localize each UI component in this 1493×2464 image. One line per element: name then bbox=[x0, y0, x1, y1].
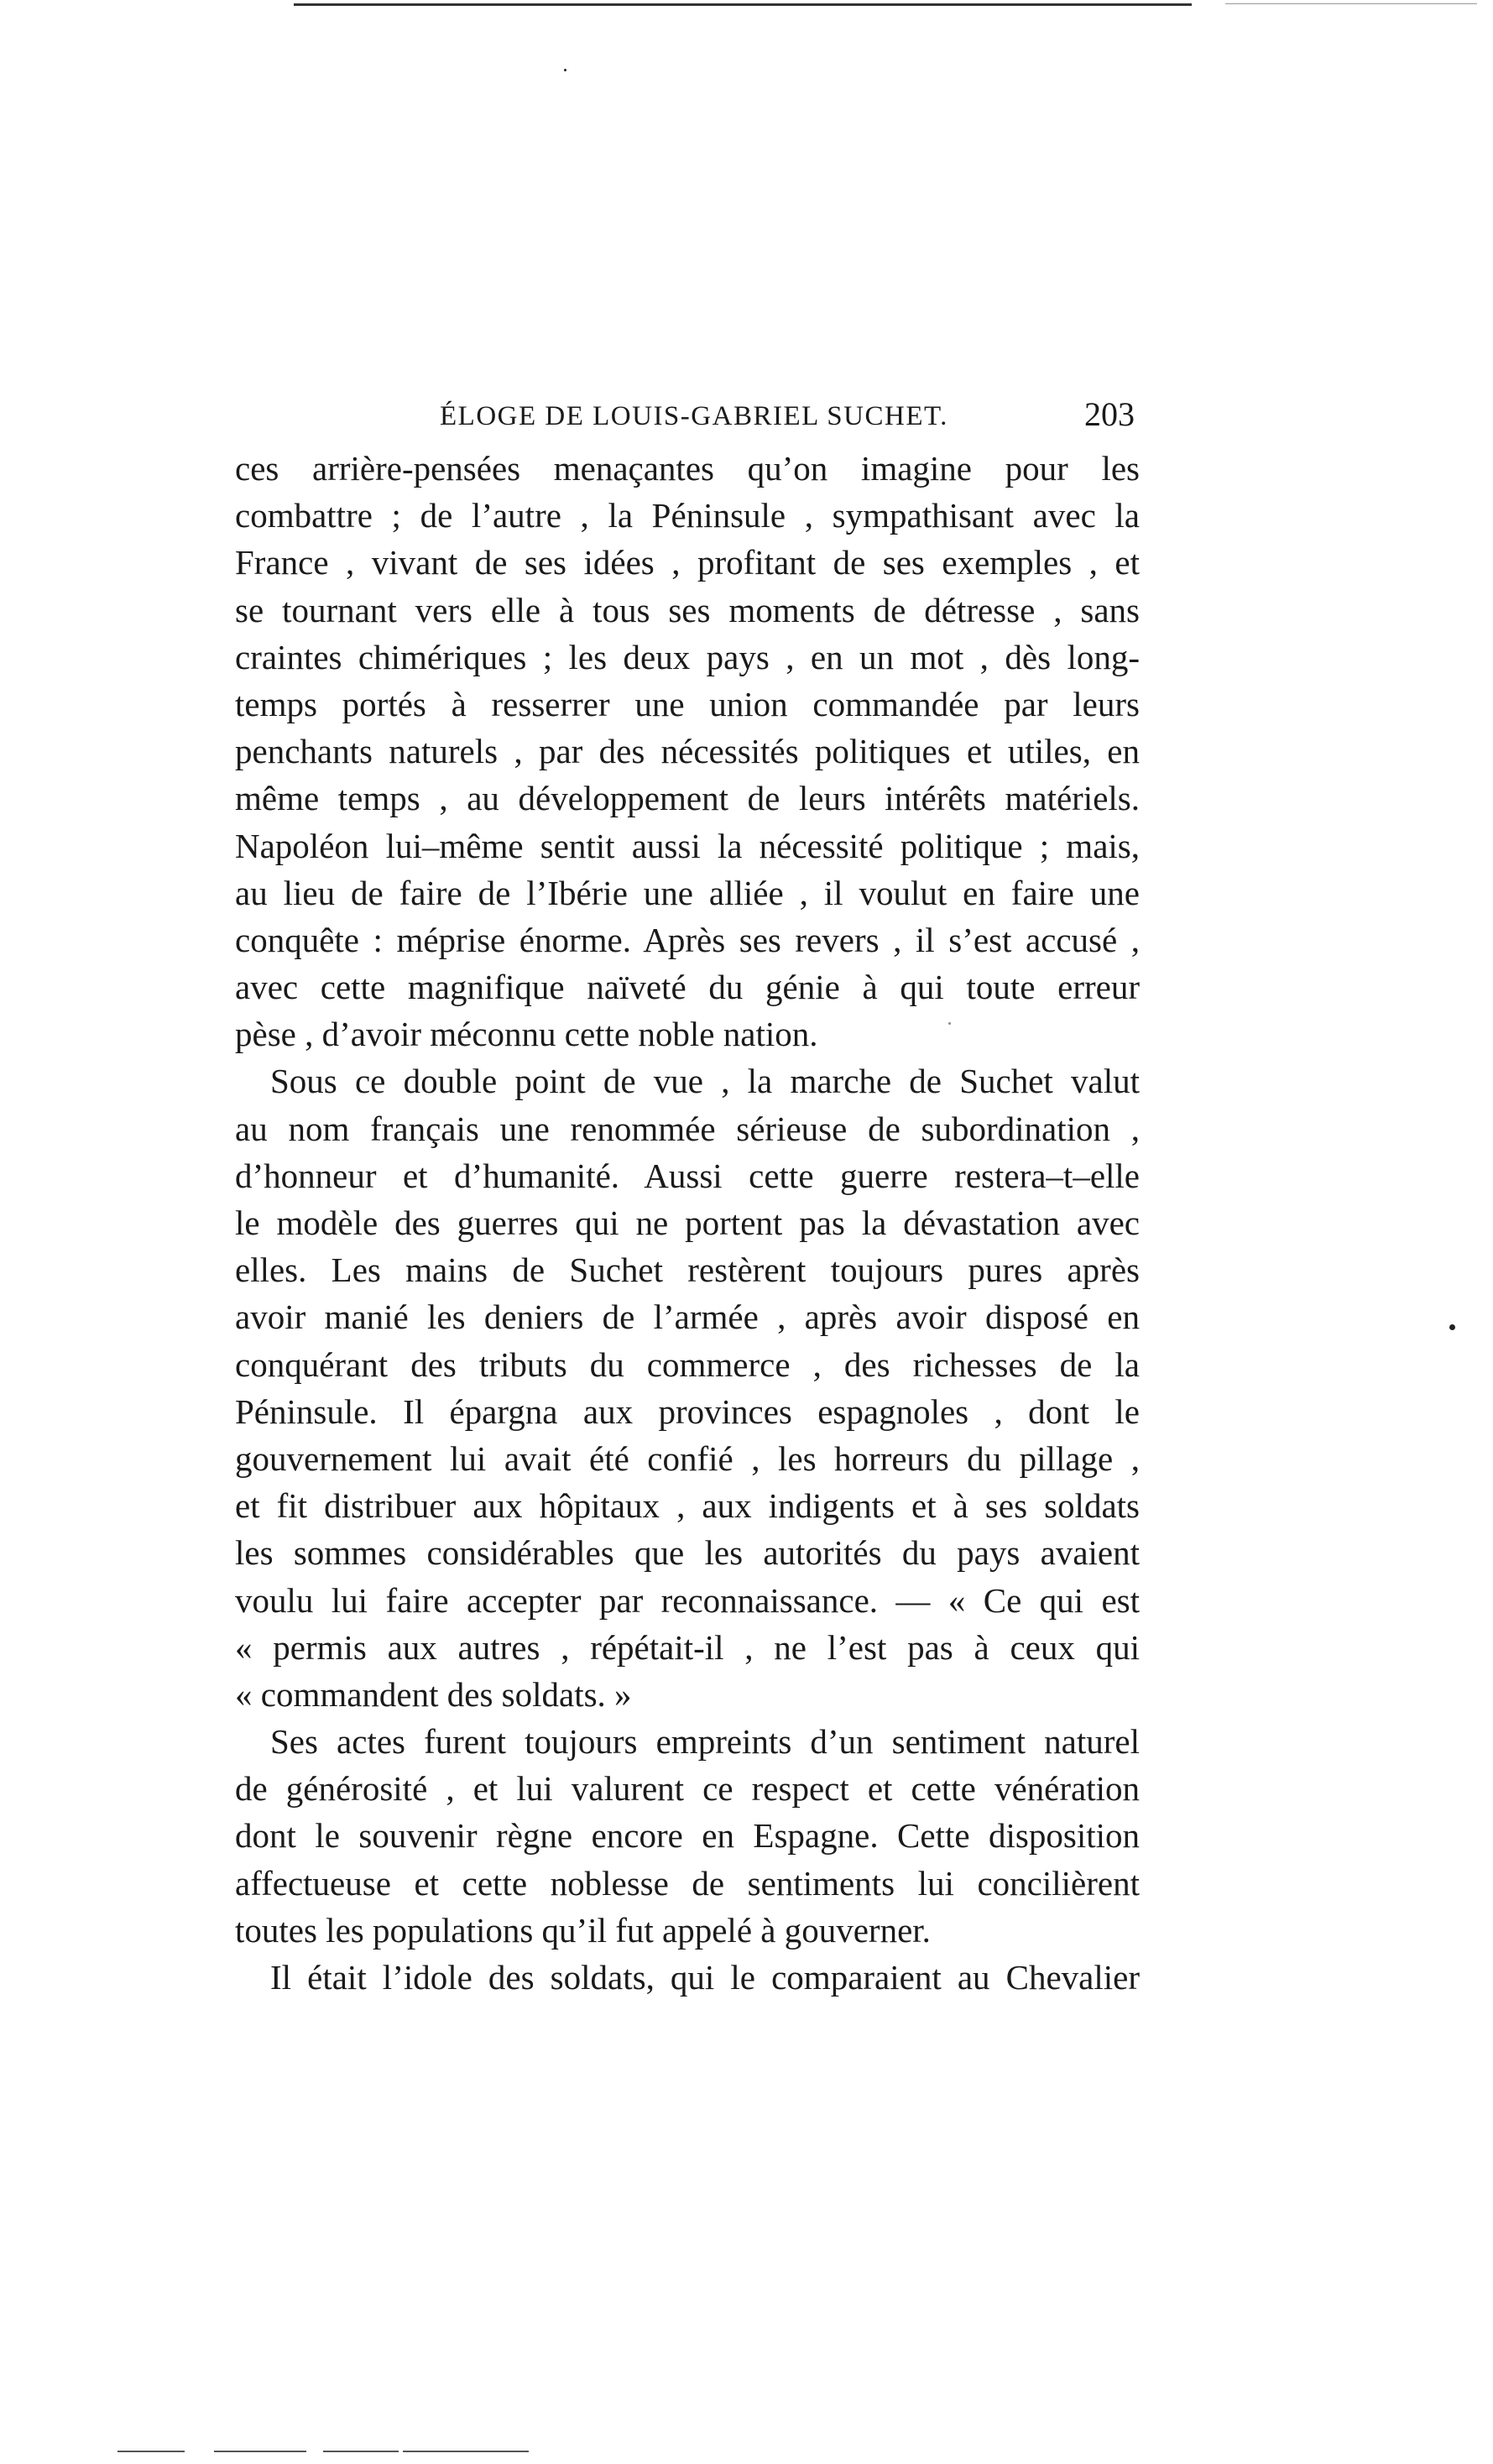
text-line: les sommes considérables que les autorités du pays avaient bbox=[235, 1533, 1140, 1573]
paragraph-2 bbox=[235, 1057, 1140, 1718]
text-line: craintes chimériques ; les deux pays , en un mot , dès long- bbox=[235, 637, 1140, 676]
text-line: ces arrière-pensées menaçantes qu’on imagine pour les bbox=[235, 449, 1140, 488]
scan-top-rule bbox=[294, 3, 1192, 6]
text-line: Péninsule. Il épargna aux provinces espagnoles , dont le bbox=[235, 1391, 1140, 1431]
text-line: au nom français une renommée sérieuse de subordination , bbox=[235, 1109, 1140, 1148]
text-line: pèse , d’avoir méconnu cette noble nation. bbox=[235, 1015, 818, 1054]
text-line: Napoléon lui–même sentit aussi la nécessité politique ; mais, bbox=[235, 826, 1140, 865]
scan-speck bbox=[1449, 1324, 1455, 1330]
text-line: de générosité , et lui valurent ce respect et cette vénération bbox=[235, 1769, 1140, 1809]
paragraph-4 bbox=[235, 1954, 1140, 2001]
text-line: penchants naturels , par des nécessités politiques et utiles, en bbox=[235, 732, 1140, 771]
text-line: même temps , au développement de leurs intérêts matériels. bbox=[235, 779, 1140, 818]
scan-speck bbox=[564, 69, 566, 71]
page-number: 203 bbox=[1084, 395, 1135, 433]
paragraph-1 bbox=[235, 445, 1140, 1057]
text-line: Ses actes furent toujours empreints d’un sentiment naturel bbox=[270, 1722, 1140, 1762]
text-line: le modèle des guerres qui ne portent pas la dévastation avec bbox=[235, 1203, 1140, 1242]
text-line: conquérant des tributs du commerce , des richesses de la bbox=[235, 1344, 1140, 1384]
text-line: France , vivant de ses idées , profitant de ses exemples , et bbox=[235, 543, 1140, 582]
text-line: avoir manié les deniers de l’armée , après avoir disposé en bbox=[235, 1297, 1140, 1337]
scan-bottom-rule bbox=[323, 2451, 399, 2452]
text-line: « commandent des soldats. » bbox=[235, 1674, 632, 1714]
text-line: Il était l’idole des soldats, qui le comparaient au Chevalier bbox=[270, 1958, 1140, 1997]
text-line: Sous ce double point de vue , la marche de Suchet valut bbox=[270, 1062, 1140, 1101]
running-head bbox=[440, 401, 1140, 432]
text-line: temps portés à resserrer une union commandée par leurs bbox=[235, 684, 1140, 723]
text-line: dont le souvenir règne encore en Espagne. Cette disposition bbox=[235, 1816, 1140, 1856]
scan-top-rule-dotted bbox=[1225, 3, 1477, 4]
text-line: avec cette magnifique naïveté du génie à qui toute erreur bbox=[235, 968, 1140, 1007]
text-line: et fit distribuer aux hôpitaux , aux indigents et à ses soldats bbox=[235, 1486, 1140, 1526]
text-line: elles. Les mains de Suchet restèrent toujours pures après bbox=[235, 1250, 1140, 1290]
scan-bottom-rule bbox=[403, 2451, 529, 2452]
scan-bottom-rule bbox=[117, 2451, 185, 2452]
text-line: se tournant vers elle à tous ses moments de détresse , sans bbox=[235, 590, 1140, 629]
text-line: voulu lui faire accepter par reconnaissance. — « Ce qui est bbox=[235, 1580, 1140, 1620]
text-line: combattre ; de l’autre , la Péninsule , sympathisant avec la bbox=[235, 496, 1140, 535]
text-line: affectueuse et cette noblesse de sentiments lui concilièrent bbox=[235, 1863, 1140, 1903]
text-line: conquête : méprise énorme. Après ses revers , il s’est accusé , bbox=[235, 920, 1140, 959]
text-line: gouvernement lui avait été confié , les horreurs du pillage , bbox=[235, 1438, 1140, 1478]
running-title: ÉLOGE DE LOUIS-GABRIEL SUCHET. bbox=[440, 401, 948, 431]
body-text bbox=[235, 445, 1140, 2001]
scan-bottom-rule bbox=[214, 2451, 306, 2452]
paragraph-3 bbox=[235, 1718, 1140, 1954]
text-line: « permis aux autres , répétait-il , ne l’est pas à ceux qui bbox=[235, 1627, 1140, 1667]
text-line: toutes les populations qu’il fut appelé à gouverner. bbox=[235, 1910, 931, 1950]
text-line: au lieu de faire de l’Ibérie une alliée , il voulut en faire une bbox=[235, 873, 1140, 912]
text-line: d’honneur et d’humanité. Aussi cette guerre restera–t–elle bbox=[235, 1156, 1140, 1195]
